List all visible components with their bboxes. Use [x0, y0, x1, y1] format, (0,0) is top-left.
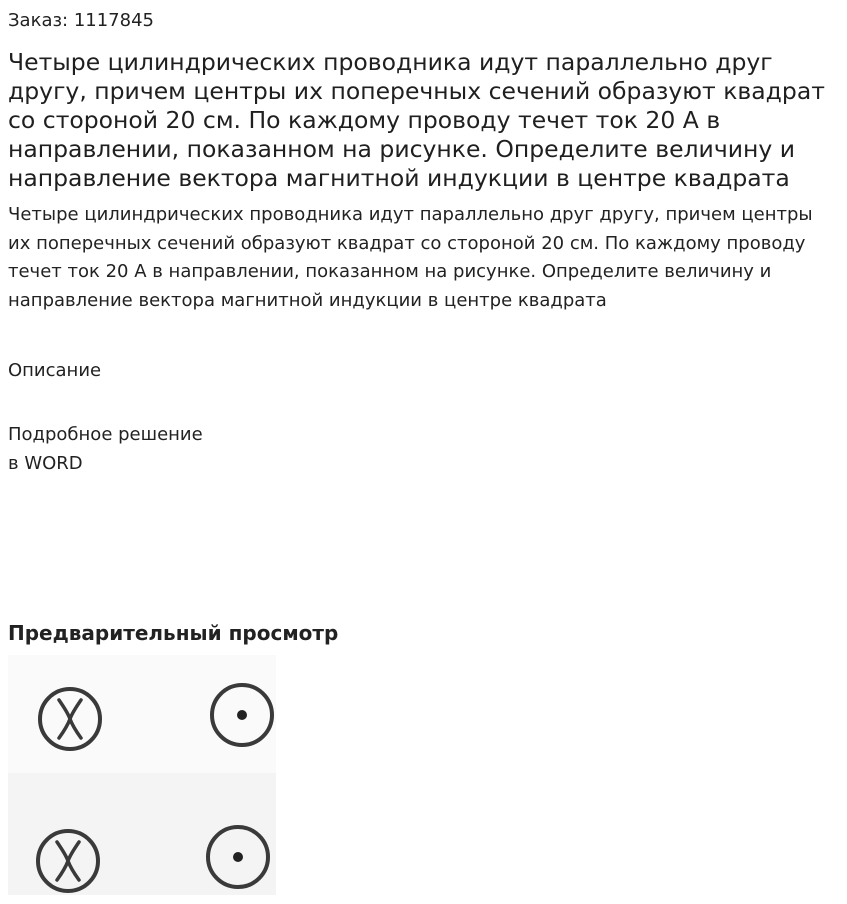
center-dot [233, 852, 243, 862]
preview-top-band [8, 655, 276, 773]
order-number: Заказ: 1117845 [8, 10, 154, 31]
description-line-1: Подробное решение [8, 424, 203, 445]
problem-body: Четыре цилиндрических проводника идут параллельно друг другу, причем центры их поперечных сечений образуют квадрат со стороной 20 см. По каждому проводу течет ток 20 А в направлении, показанном на рисунке. Определите величину и направление вектора магнитной индукции в центре квадрата [8, 204, 813, 311]
problem-title: Четыре цилиндрических проводника идут параллельно друг другу, причем центры их поперечных сечений образуют квадрат со стороной 20 см. По каждому проводу течет ток 20 А в направлении, показанном на рисунке. Определите величину и направление вектора магнитной индукции в центре квадрата [8, 48, 825, 192]
description-detail [8, 420, 203, 478]
description-label: Описание [8, 360, 102, 381]
conductor-diagram [8, 655, 276, 895]
description-line-2: в WORD [8, 453, 83, 474]
preview-heading: Предварительный просмотр [8, 621, 339, 645]
preview-figure [8, 655, 276, 895]
center-dot [237, 710, 247, 720]
